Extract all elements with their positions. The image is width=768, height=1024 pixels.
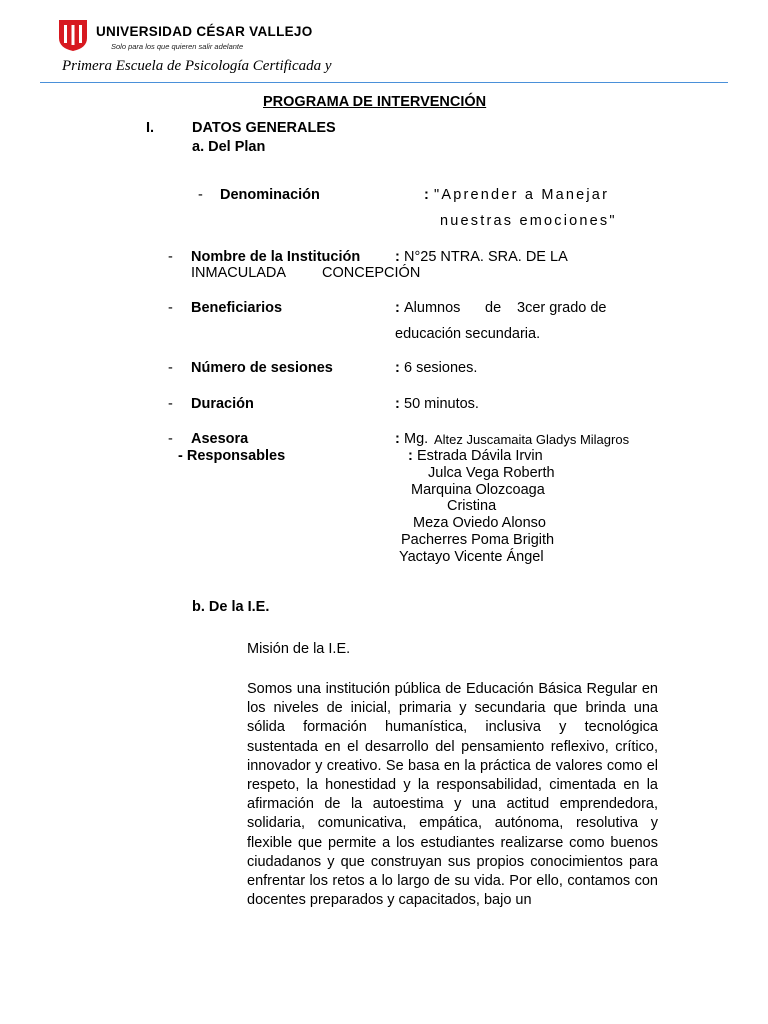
beneficiarios-value-a: Alumnos: [404, 300, 461, 316]
responsable-name: Yactayo Vicente Ángel: [399, 549, 544, 565]
bullet: -: [168, 360, 173, 376]
beneficiarios-label: Beneficiarios: [191, 300, 283, 316]
field-colon: :: [408, 448, 413, 464]
responsable-name: Julca Vega Roberth: [428, 465, 555, 481]
beneficiarios-value-c: 3cer grado de: [517, 300, 607, 316]
responsable-name: Estrada Dávila Irvin: [417, 448, 543, 464]
institucion-label: Nombre de la Institución: [191, 249, 361, 265]
section-title: DATOS GENERALES: [192, 120, 336, 136]
mission-heading: Misión de la I.E.: [247, 641, 351, 657]
header-subtitle: Primera Escuela de Psicología Certificada y: [62, 58, 332, 74]
sesiones-label: Número de sesiones: [191, 360, 333, 376]
field-colon: :: [395, 396, 400, 412]
bullet: -: [168, 431, 173, 447]
field-colon: :: [395, 431, 400, 447]
beneficiarios-value-line2: educación secundaria.: [395, 326, 541, 342]
field-colon: :: [395, 249, 400, 265]
mission-paragraph: Somos una institución pública de Educación Básica Regular en los niveles de inicial, primaria y secundaria que brinda una sólida formación humanística, inclusiva y tecnológica sustentada en el desarrollo del pensamiento reflexivo, crítico, innovador y creativo. Se basa en la práctica de valores como el respeto, la honestidad y la responsabilidad, cimentada en la afirmación de la autoestima y una actitud emprendedora, solidaria, comunicativa, empática, autónoma, resolutiva y flexible que permite a los estudiantes realizarse como buenos ciudadanos y que construyan sus propios conocimientos para enfrentar los retos a lo largo de su vida. Por ello, contamos con docentes preparados y capacitados, bajo un: [247, 681, 658, 909]
subsection-b-heading: b. De la I.E.: [192, 599, 270, 615]
asesora-label: Asesora: [191, 431, 249, 447]
field-colon: :: [395, 300, 400, 316]
asesora-value: Altez Juscamaita Gladys Milagros: [434, 432, 630, 447]
institucion-value-line2a: INMACULADA: [191, 265, 287, 281]
university-name: UNIVERSIDAD CÉSAR VALLEJO: [96, 24, 313, 39]
responsable-name: Cristina: [447, 498, 497, 514]
denominacion-value-line2: nuestras emociones": [440, 213, 617, 229]
duracion-label: Duración: [191, 396, 254, 412]
responsables-label: - Responsables: [178, 448, 286, 464]
institucion-value-line1: N°25 NTRA. SRA. DE LA: [404, 249, 568, 265]
subsection-a-heading: a. Del Plan: [192, 139, 266, 155]
responsable-name: Pacherres Poma Brigith: [401, 532, 555, 548]
bullet: -: [168, 249, 173, 265]
sesiones-value: 6 sesiones.: [404, 360, 478, 376]
responsable-name: Marquina Olozcoaga: [411, 482, 545, 498]
university-tagline: Solo para los que quieren salir adelante: [111, 42, 244, 51]
university-shield-icon: [58, 18, 88, 52]
section-number: I.: [146, 120, 155, 136]
duracion-value: 50 minutos.: [404, 396, 479, 412]
responsable-name: Meza Oviedo Alonso: [413, 515, 546, 531]
bullet: -: [168, 300, 173, 316]
asesora-prefix: Mg.: [404, 431, 429, 447]
field-colon: :: [424, 187, 429, 203]
field-colon: :: [395, 360, 400, 376]
header-divider: [40, 82, 728, 83]
beneficiarios-value-b: de: [485, 300, 502, 316]
institucion-value-line2b: CONCEPCIÓN: [322, 265, 421, 281]
bullet: -: [168, 396, 173, 412]
bullet: -: [198, 187, 203, 203]
denominacion-value-line1: "Aprender a Manejar: [434, 187, 610, 203]
denominacion-label: Denominación: [220, 187, 320, 203]
document-title: PROGRAMA DE INTERVENCIÓN: [263, 94, 487, 110]
